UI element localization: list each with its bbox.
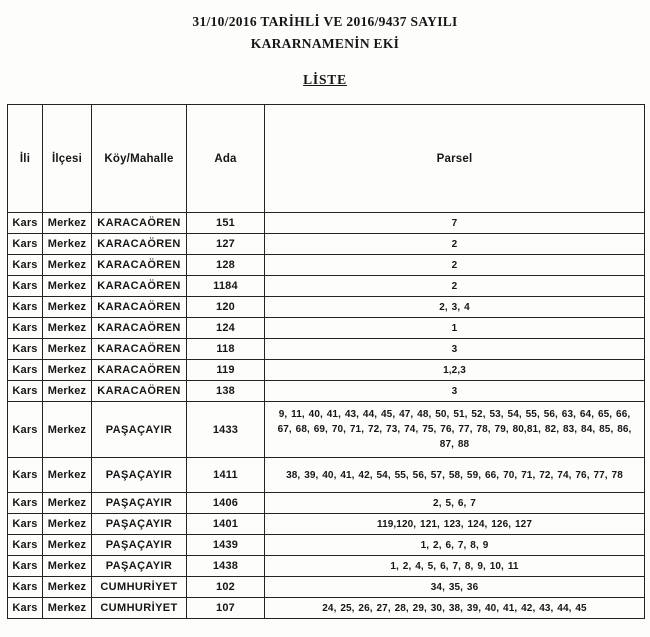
cell-ada: 102 [187,577,265,598]
list-heading: LİSTE [303,72,347,87]
table-row [8,493,645,514]
cell-il: Kars [8,297,43,318]
cell-ada: 127 [187,234,265,255]
cell-koy: PAŞAÇAYIR [92,556,187,577]
cell-koy: KARACAÖREN [92,360,187,381]
cell-ada: 1406 [187,493,265,514]
decree-annex-table [7,104,645,619]
cell-ilce: Merkez [43,339,92,360]
table-row [8,339,645,360]
cell-koy: KARACAÖREN [92,255,187,276]
cell-ada: 1438 [187,556,265,577]
cell-koy: CUMHURİYET [92,598,187,619]
table-row [8,255,645,276]
cell-ada: 1433 [187,402,265,458]
table-row [8,577,645,598]
cell-parsel: 1,2,3 [265,360,645,381]
cell-ilce: Merkez [43,318,92,339]
table-row [8,535,645,556]
cell-parsel: 2 [265,234,645,255]
document-title [0,0,650,55]
cell-il: Kars [8,381,43,402]
cell-koy: PAŞAÇAYIR [92,514,187,535]
table-row [8,598,645,619]
cell-il: Kars [8,276,43,297]
table-row [8,297,645,318]
cell-koy: KARACAÖREN [92,276,187,297]
cell-ada: 1439 [187,535,265,556]
cell-koy: KARACAÖREN [92,339,187,360]
cell-koy: KARACAÖREN [92,213,187,234]
table-header-row [8,105,645,213]
cell-koy: KARACAÖREN [92,234,187,255]
cell-koy: PAŞAÇAYIR [92,535,187,556]
cell-ilce: Merkez [43,297,92,318]
cell-ilce: Merkez [43,493,92,514]
cell-il: Kars [8,598,43,619]
cell-koy: KARACAÖREN [92,318,187,339]
document-title-line2: KARARNAMENİN EKİ [250,36,400,51]
cell-ada: 1184 [187,276,265,297]
cell-il: Kars [8,402,43,458]
cell-ilce: Merkez [43,360,92,381]
column-header-il: İli [8,105,43,213]
table-row [8,556,645,577]
cell-ada: 120 [187,297,265,318]
cell-parsel: 9, 11, 40, 41, 43, 44, 45, 47, 48, 50, 51, 52, 53, 54, 55, 56, 63, 64, 65, 66, 67, 68, 69, 70, 71, 72, 73, 74, 75, 76, 77, 78, 79, 80,81, 82, 83, 84, 85, 86, 87, 88 [265,402,645,458]
cell-ada: 151 [187,213,265,234]
cell-parsel: 24, 25, 26, 27, 28, 29, 30, 38, 39, 40, 41, 42, 43, 44, 45 [265,598,645,619]
column-header-ilce: İlçesi [43,105,92,213]
table-row [8,360,645,381]
cell-ilce: Merkez [43,535,92,556]
cell-parsel: 2, 3, 4 [265,297,645,318]
table-body [8,213,645,619]
table-row [8,234,645,255]
cell-koy: CUMHURİYET [92,577,187,598]
table-header [8,105,645,213]
cell-parsel: 38, 39, 40, 41, 42, 54, 55, 56, 57, 58, 59, 66, 70, 71, 72, 74, 76, 77, 78 [265,458,645,493]
table-row [8,318,645,339]
cell-koy: KARACAÖREN [92,297,187,318]
cell-il: Kars [8,255,43,276]
cell-ada: 138 [187,381,265,402]
cell-parsel: 3 [265,339,645,360]
cell-parsel: 1 [265,318,645,339]
cell-parsel: 34, 35, 36 [265,577,645,598]
cell-parsel: 1, 2, 4, 5, 6, 7, 8, 9, 10, 11 [265,556,645,577]
table-row [8,213,645,234]
cell-il: Kars [8,234,43,255]
column-header-ada: Ada [187,105,265,213]
cell-il: Kars [8,318,43,339]
cell-il: Kars [8,556,43,577]
cell-ada: 124 [187,318,265,339]
document-title-line1: 31/10/2016 TARİHLİ VE 2016/9437 SAYILI [192,14,458,29]
table-row [8,458,645,493]
cell-ilce: Merkez [43,276,92,297]
cell-koy: PAŞAÇAYIR [92,402,187,458]
cell-ada: 107 [187,598,265,619]
cell-il: Kars [8,213,43,234]
cell-parsel: 2, 5, 6, 7 [265,493,645,514]
cell-ilce: Merkez [43,402,92,458]
column-header-koy: Köy/Mahalle [92,105,187,213]
cell-parsel: 1, 2, 6, 7, 8, 9 [265,535,645,556]
cell-ilce: Merkez [43,458,92,493]
cell-ilce: Merkez [43,556,92,577]
cell-ada: 118 [187,339,265,360]
cell-parsel: 7 [265,213,645,234]
cell-ada: 119 [187,360,265,381]
table-row [8,514,645,535]
cell-il: Kars [8,514,43,535]
table-row [8,276,645,297]
cell-ilce: Merkez [43,577,92,598]
cell-ilce: Merkez [43,598,92,619]
cell-il: Kars [8,535,43,556]
cell-parsel: 119,120, 121, 123, 124, 126, 127 [265,514,645,535]
cell-ilce: Merkez [43,514,92,535]
cell-koy: PAŞAÇAYIR [92,493,187,514]
cell-ada: 128 [187,255,265,276]
cell-ilce: Merkez [43,381,92,402]
table-row [8,402,645,458]
cell-il: Kars [8,577,43,598]
cell-ilce: Merkez [43,234,92,255]
table-row [8,381,645,402]
cell-il: Kars [8,339,43,360]
column-header-parsel: Parsel [265,105,645,213]
cell-koy: PAŞAÇAYIR [92,458,187,493]
cell-parsel: 3 [265,381,645,402]
cell-il: Kars [8,458,43,493]
cell-parsel: 2 [265,255,645,276]
cell-il: Kars [8,360,43,381]
cell-parsel: 2 [265,276,645,297]
cell-ada: 1401 [187,514,265,535]
cell-koy: KARACAÖREN [92,381,187,402]
cell-il: Kars [8,493,43,514]
cell-ilce: Merkez [43,255,92,276]
cell-ilce: Merkez [43,213,92,234]
cell-ada: 1411 [187,458,265,493]
